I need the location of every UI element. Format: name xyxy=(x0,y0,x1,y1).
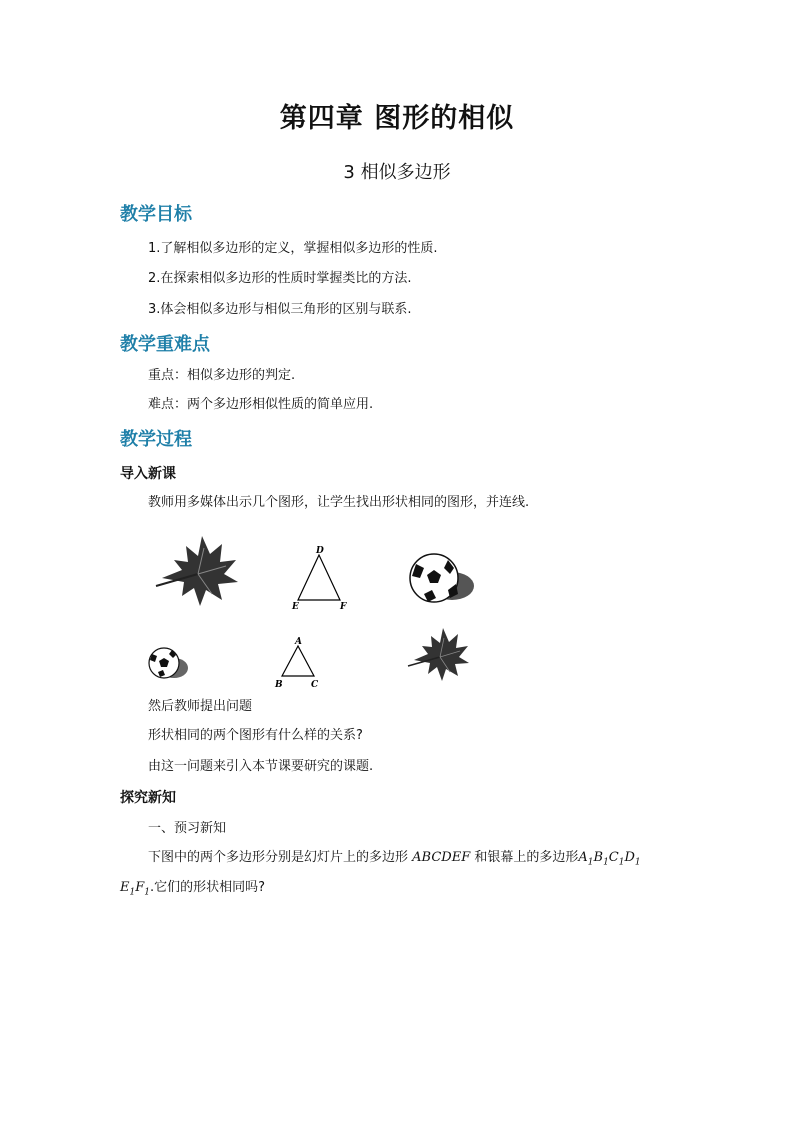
heading-process: 教学过程 xyxy=(120,429,192,450)
explore-line-2 xyxy=(120,879,265,902)
vertex-label-d: D xyxy=(316,546,324,556)
page-title: 第四章 图形的相似 xyxy=(279,103,515,134)
keypoint-key: 重点：相似多边形的判定. xyxy=(148,368,296,383)
keypoint-difficult: 难点：两个多边形相似性质的简单应用. xyxy=(148,397,374,412)
maple-leaf-large xyxy=(152,530,242,610)
polygon-e1f1: $E_1F_1$ xyxy=(120,880,150,898)
explore-line-1 xyxy=(148,849,641,872)
maple-leaf-small xyxy=(406,624,472,684)
soccer-ball-small xyxy=(148,644,190,684)
objective-3: 3.体会相似多边形与相似三角形的区别与联系. xyxy=(148,302,412,317)
heading-intro: 导入新课 xyxy=(120,466,176,482)
section-subtitle: 3 相似多边形 xyxy=(343,162,451,183)
vertex-label-e: E xyxy=(292,602,299,612)
after-text-2: 形状相同的两个图形有什么样的关系? xyxy=(148,728,363,743)
triangle-abc xyxy=(272,634,324,692)
heading-objectives: 教学目标 xyxy=(120,204,192,225)
after-text-1: 然后教师提出问题 xyxy=(148,699,253,714)
intro-text: 教师用多媒体出示几个图形，让学生找出形状相同的图形，并连线. xyxy=(148,495,530,510)
after-text-3: 由这一问题来引入本节课要研究的课题. xyxy=(148,759,374,774)
vertex-label-a: A xyxy=(295,637,302,647)
soccer-ball-large xyxy=(408,550,476,608)
vertex-label-b: B xyxy=(275,680,283,690)
explore-line-1-a: 下图中的两个多边形分别是幻灯片上的多边形 xyxy=(148,850,409,865)
objective-1: 1.了解相似多边形的定义，掌握相似多边形的性质. xyxy=(148,241,438,256)
vertex-label-f: F xyxy=(340,602,347,612)
explore-line-2-tail: .它们的形状相同吗? xyxy=(150,880,266,895)
heading-explore: 探究新知 xyxy=(120,790,176,806)
polygon-a1b1c1d1: $A_1B_1C_1D_1$ xyxy=(578,850,641,868)
vertex-label-c: C xyxy=(311,680,319,690)
polygon-abcdef: ABCDEF xyxy=(412,850,471,865)
objective-2: 2.在探索相似多边形的性质时掌握类比的方法. xyxy=(148,271,412,286)
heading-keypoints: 教学重难点 xyxy=(120,334,210,355)
explore-item: 一、预习新知 xyxy=(148,821,227,836)
explore-line-1-b: 和银幕上的多边形 xyxy=(474,850,579,865)
triangle-def xyxy=(288,543,350,613)
